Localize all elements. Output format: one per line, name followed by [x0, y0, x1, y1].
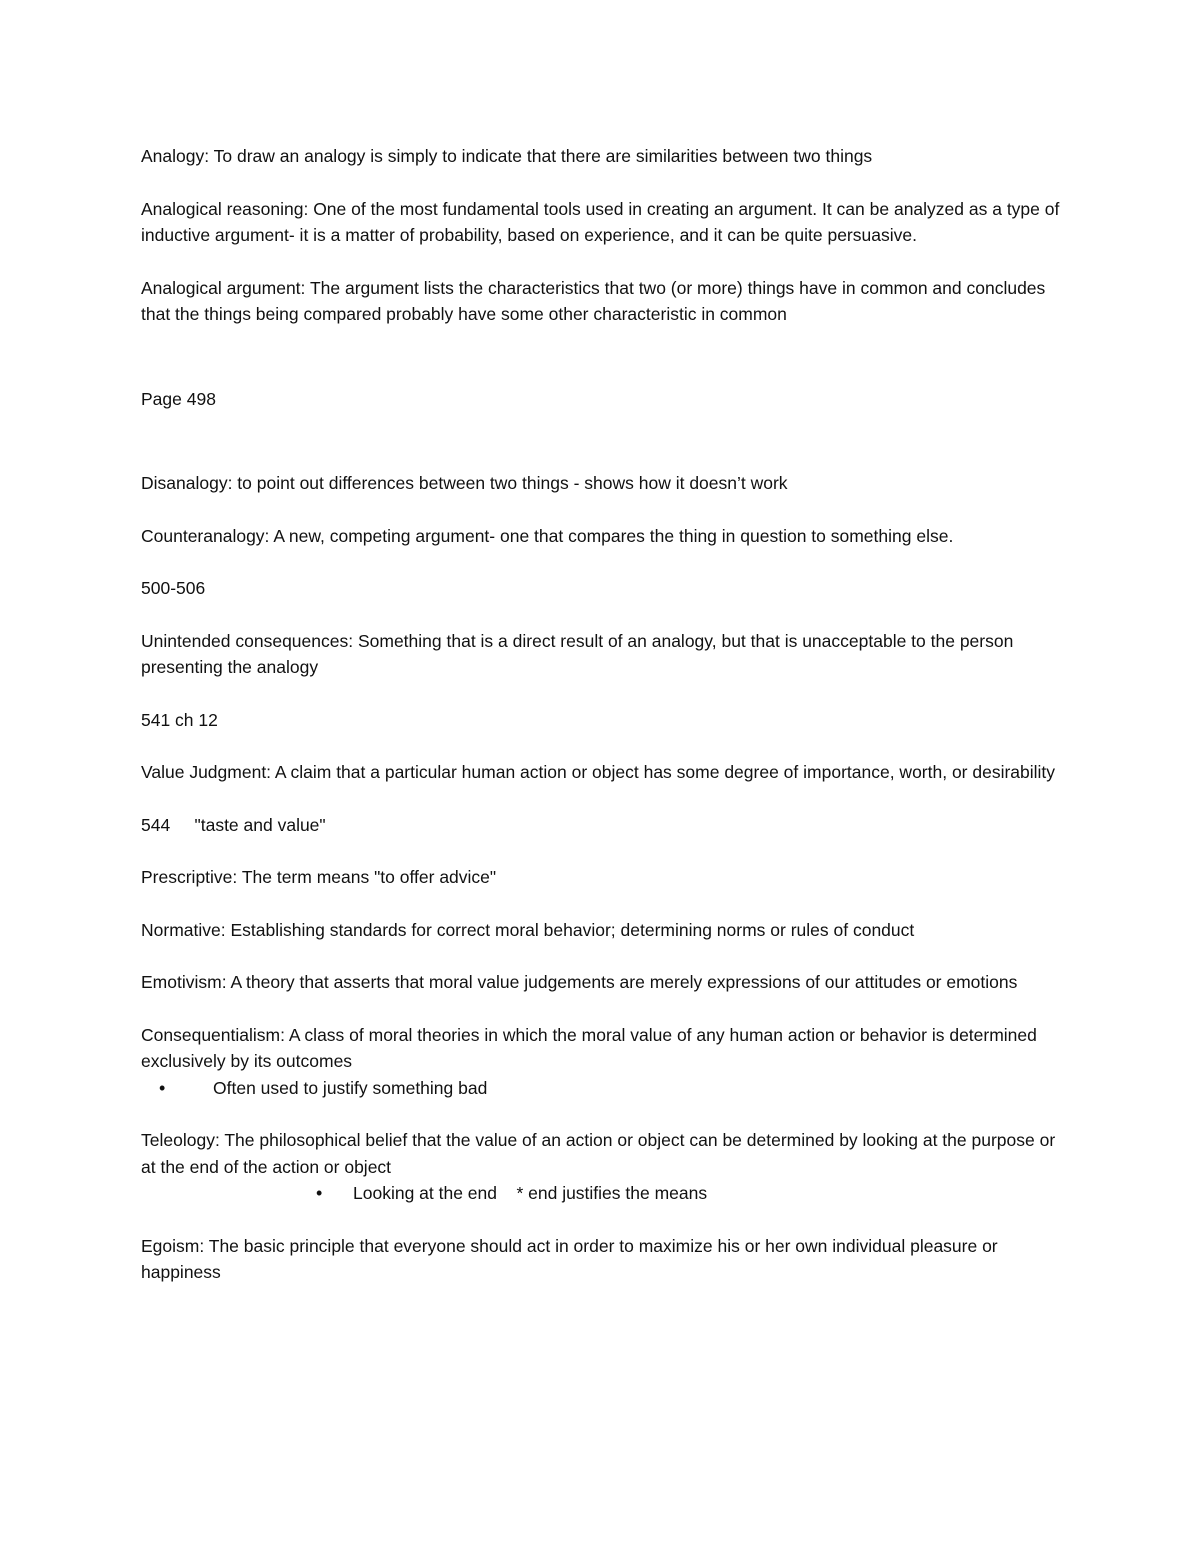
consequentialism-bullet — [141, 1075, 1061, 1102]
entry-counteranalogy: Counteranalogy: A new, competing argument- one that compares the thing in question to something else. — [141, 525, 954, 546]
entry-analogical-reasoning: Analogical reasoning: One of the most fundamental tools used in creating an argument. It can be analyzed as a type of inductive argument- it is a matter of probability, based on experience, and it can be quite persuasive. — [141, 198, 1060, 245]
entry-disanalogy: Disanalogy: to point out differences between two things - shows how it doesn’t work — [141, 473, 788, 493]
page-reference-500-506: 500-506 — [141, 578, 206, 598]
entry-teleology: Teleology: The philosophical belief that the value of an action or object can be determined by looking at the purpose or at the end of the action or object — [141, 1130, 1056, 1177]
entry-value-judgment: Value Judgment: A claim that a particular human action or object has some degree of importance, worth, or desirability — [141, 762, 1056, 782]
entry-analogy: Analogy: To draw an analogy is simply to indicate that there are similarities between two things — [141, 146, 873, 166]
entry-normative: Normative: Establishing standards for correct moral behavior; determining norms or rules of conduct — [141, 919, 915, 940]
bullet-text: Often used to justify something bad — [213, 1077, 488, 1098]
entry-unintended-consequences: Unintended consequences: Something that is a direct result of an analogy, but that is unacceptable to the person presenting the analogy — [141, 630, 1014, 677]
entry-egoism: Egoism: The basic principle that everyone should act in order to maximize his or her own individual pleasure or happiness — [141, 1235, 998, 1282]
entry-analogical-argument: Analogical argument: The argument lists the characteristics that two (or more) things have in common and concludes that the things being compared probably have some other characteristic in common — [141, 277, 1046, 324]
page-reference-541: 541 ch 12 — [141, 709, 218, 730]
entry-prescriptive: Prescriptive: The term means "to offer advice" — [141, 867, 497, 887]
entry-emotivism: Emotivism: A theory that asserts that moral value judgements are merely expressions of our attitudes or emotions — [141, 972, 1018, 992]
entry-consequentialism: Consequentialism: A class of moral theories in which the moral value of any human action or behavior is determined exclusively by its outcomes — [141, 1024, 1037, 1071]
bullet-icon: • — [159, 1077, 166, 1098]
teleology-bullet — [141, 1180, 1061, 1207]
bullet-text: Looking at the end * end justifies the means — [353, 1183, 708, 1203]
page-reference-544: 544 "taste and value" — [141, 814, 326, 835]
notes-body — [141, 143, 1061, 1312]
bullet-icon: • — [316, 1183, 323, 1203]
page-reference-498: Page 498 — [141, 388, 216, 409]
